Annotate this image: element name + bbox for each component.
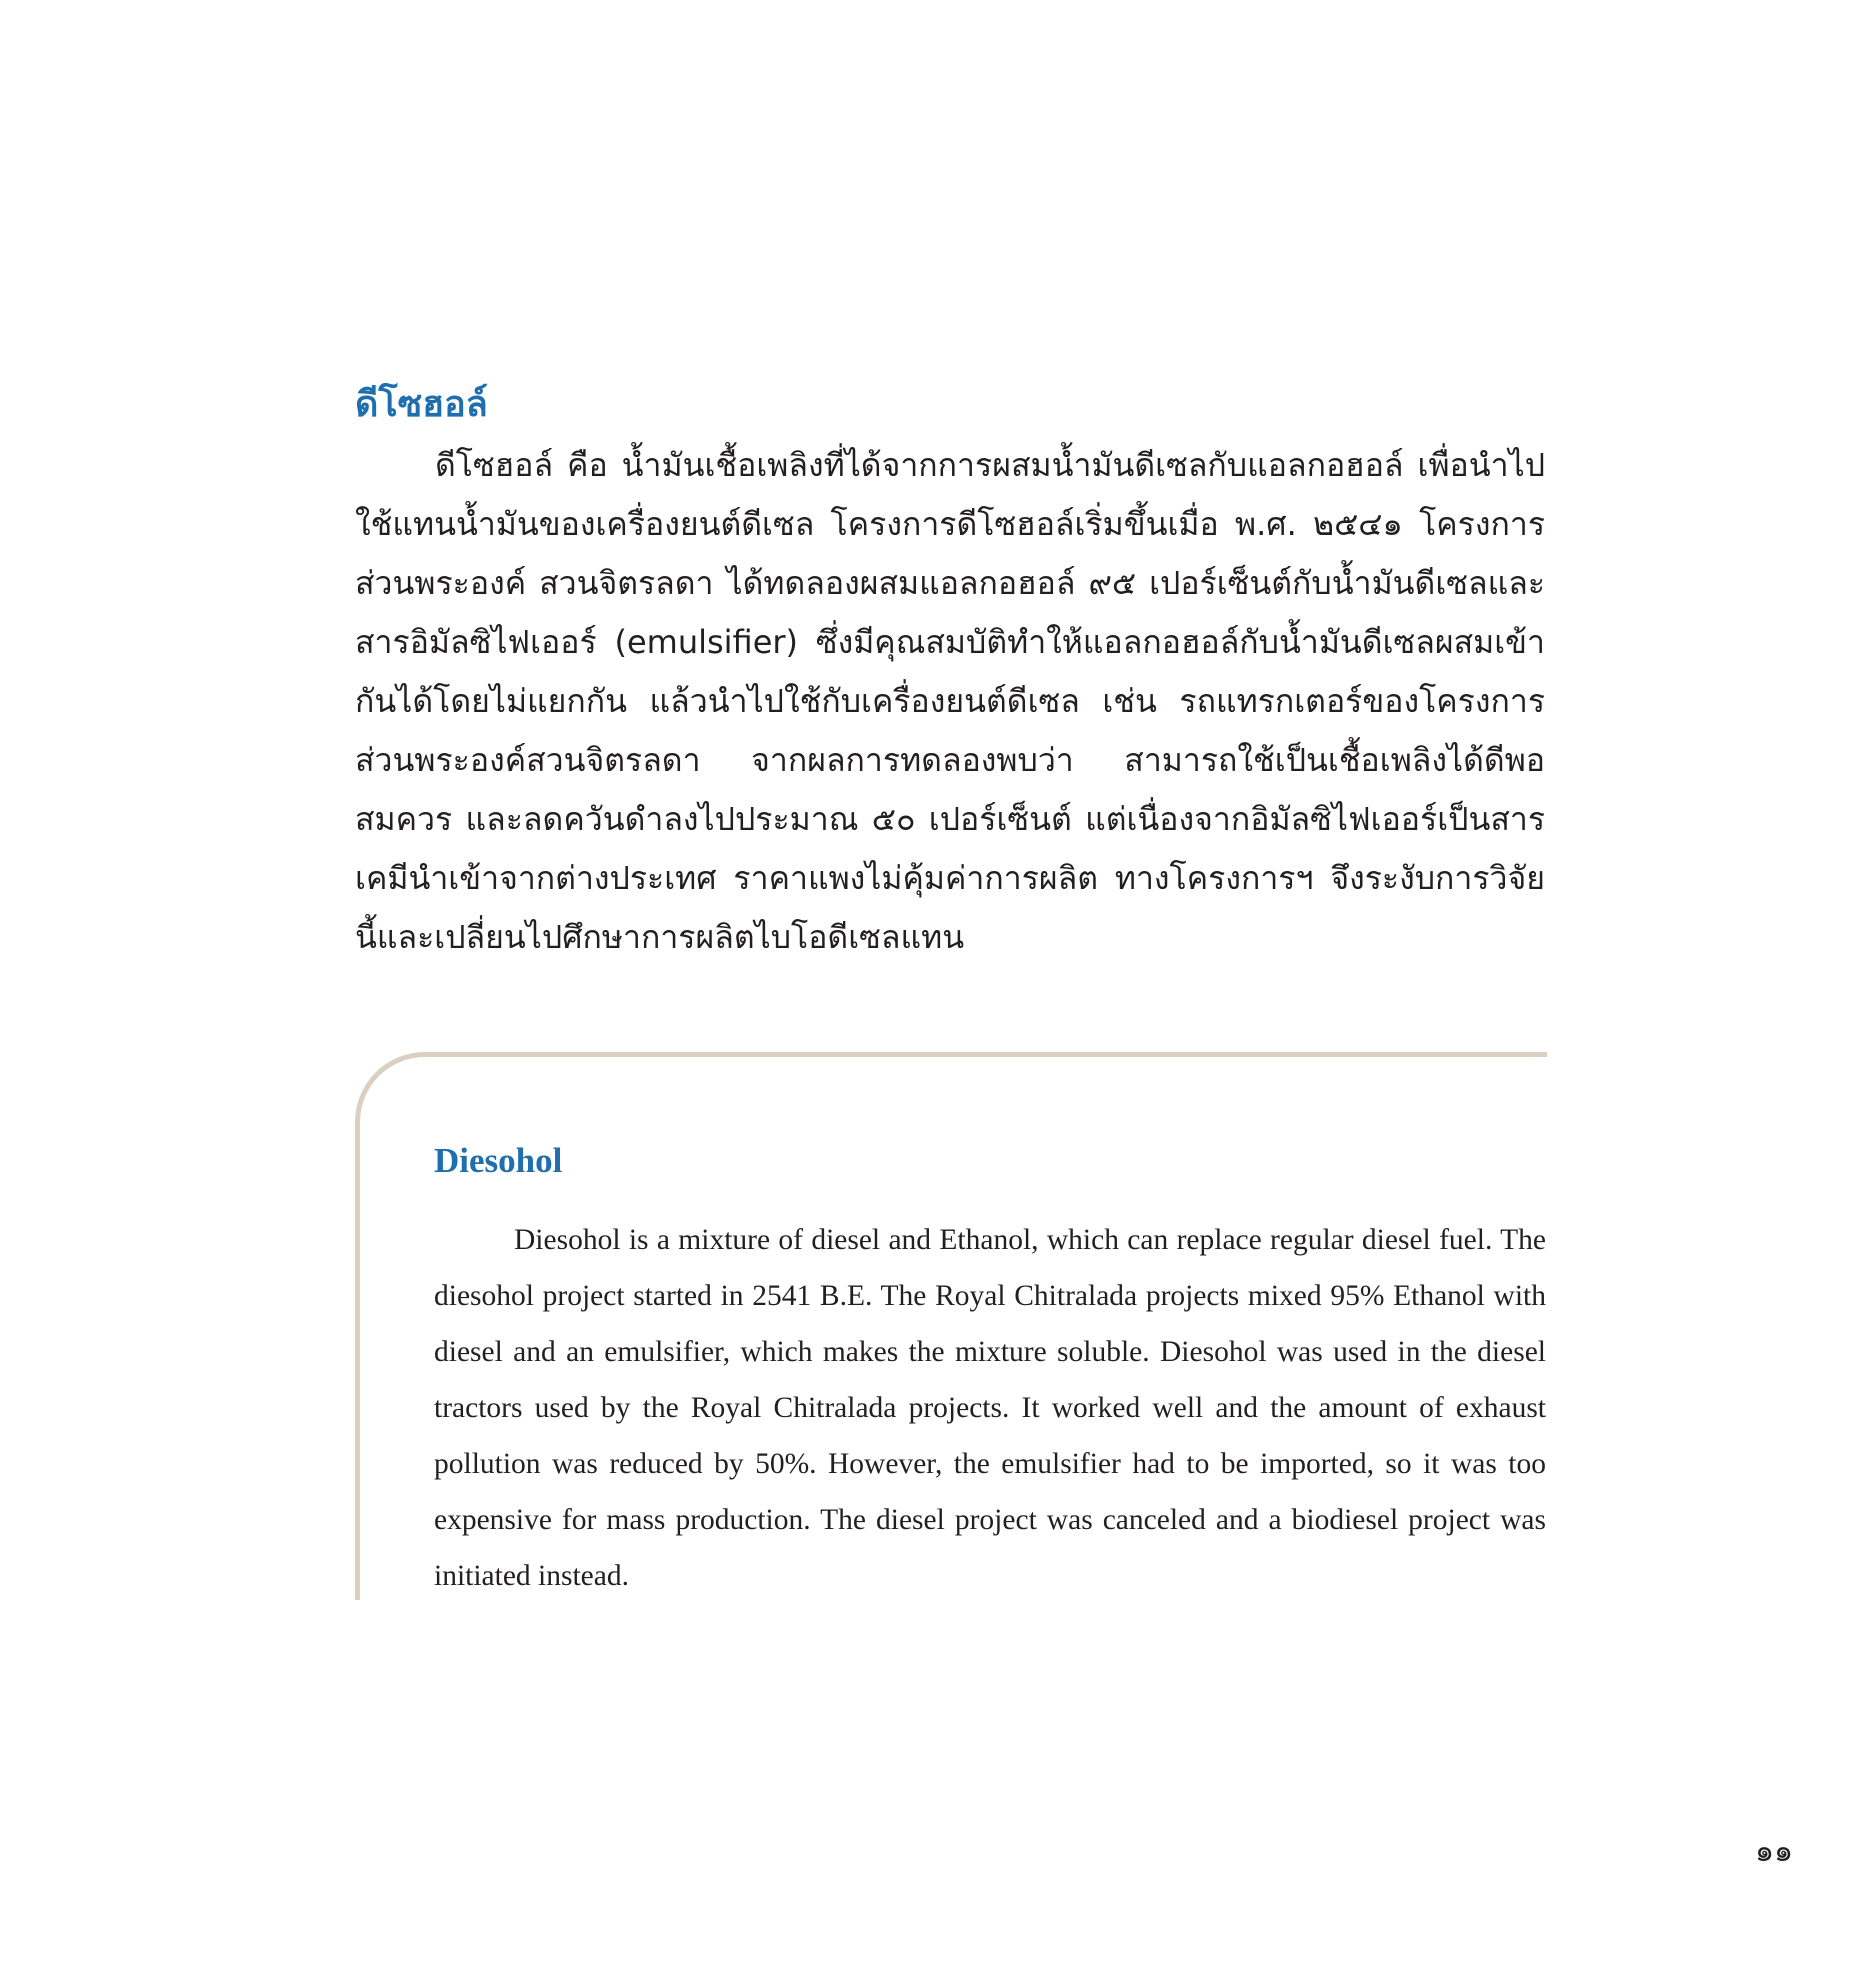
thai-paragraph: ดีโซฮอล์ คือ น้ำมันเชื้อเพลิงที่ได้จากการผสมน้ำมันดีเซลกับแอลกอฮอล์ เพื่อนำไปใช้แทนน้ำมันของเครื่องยนต์ดีเซล โครงการดีโซฮอล์เริ่มขึ้นเมื่อ พ.ศ. ๒๕๔๑ โครงการส่วนพระองค์ สวนจิตรลดา ได้ทดลองผสมแอลกอฮอล์ ๙๕ เปอร์เซ็นต์กับน้ำมันดีเซลและสารอิมัลซิไฟเออร์ (emulsifier) ซึ่งมีคุณสมบัติทำให้แอลกอฮอล์กับน้ำมันดีเซลผสมเข้ากันได้โดยไม่แยกกัน แล้วนำไปใช้กับเครื่องยนต์ดีเซล เช่น รถแทรกเตอร์ของโครงการส่วนพระองค์สวนจิตรลดา จากผลการทดลองพบว่า สามารถใช้เป็นเชื้อเพลิงได้ดีพอสมควร และลดควันดำลงไปประมาณ ๕๐ เปอร์เซ็นต์ แต่เนื่องจากอิมัลซิไฟเออร์เป็นสารเคมีนำเข้าจากต่างประเทศ ราคาแพงไม่คุ้มค่าการผลิต ทางโครงการฯ จึงระงับการวิจัยนี้และเปลี่ยนไปศึกษาการผลิตไบโอดีเซลแทน <box>355 446 1545 956</box>
english-section <box>434 1136 1546 1604</box>
thai-heading: ดีโซฮอล์ <box>355 384 488 425</box>
thai-section <box>355 378 1545 967</box>
english-heading: Diesohol <box>434 1141 563 1180</box>
page-number: ๑๑ <box>1755 1834 1794 1869</box>
english-paragraph: Diesohol is a mixture of diesel and Ethanol, which can replace regular diesel fuel. The diesohol project started in 2541 B.E. The Royal Chitralada projects mixed 95% Ethanol with diesel and an emulsifier, which makes the mixture soluble. Diesohol was used in the diesel tractors used by the Royal Chitralada projects. It worked well and the amount of exhaust pollution was reduced by 50%. However, the emulsifier had to be imported, so it was too expensive for mass production. The diesel project was canceled and a biodiesel project was initiated instead. <box>434 1224 1546 1592</box>
